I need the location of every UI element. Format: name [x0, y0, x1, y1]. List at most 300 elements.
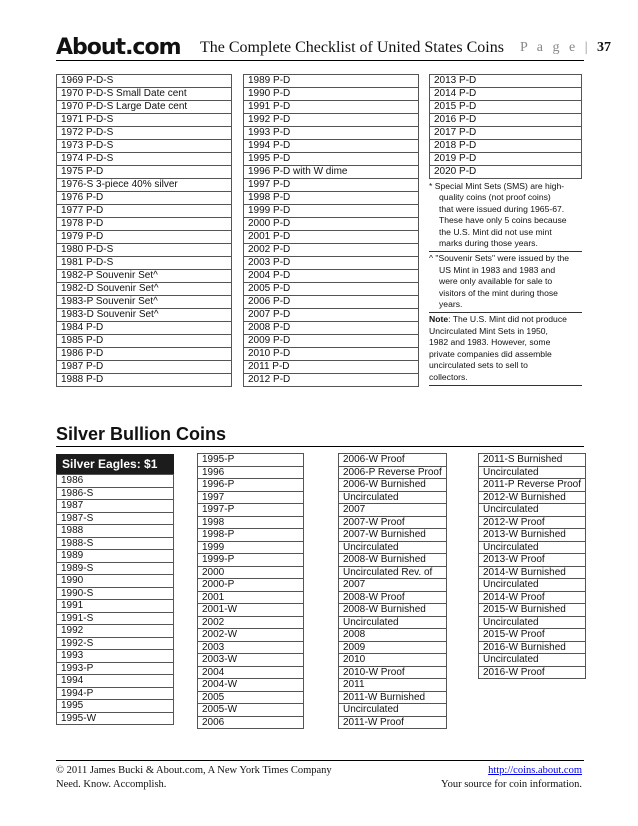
- table-row: [479, 666, 586, 679]
- table-row: [198, 554, 304, 567]
- table-row: [57, 550, 174, 563]
- table-cell: Uncirculated: [479, 466, 586, 479]
- footer-left: [56, 764, 332, 792]
- table-cell: 2005-W: [198, 704, 304, 717]
- table-row: [430, 88, 582, 101]
- table-row: [339, 629, 447, 642]
- header-rule: [56, 60, 584, 61]
- table-row: [430, 140, 582, 153]
- table-row: [244, 348, 419, 361]
- note-text-line: that were issued during 1965-67.: [439, 203, 565, 214]
- table-row: [244, 127, 419, 140]
- table-row: [244, 88, 419, 101]
- table-row: [57, 75, 232, 88]
- table-row: [339, 591, 447, 604]
- table-row: [198, 566, 304, 579]
- table-cell: 2012 P-D: [244, 374, 419, 387]
- table-row: [244, 296, 419, 309]
- table-row: [57, 525, 174, 538]
- table-row: [198, 629, 304, 642]
- table-cell: 2008 P-D: [244, 322, 419, 335]
- table-cell: 2008-W Burnished: [339, 604, 447, 617]
- table-row: [57, 650, 174, 663]
- note-body: [429, 326, 582, 383]
- table-cell: Uncirculated: [339, 616, 447, 629]
- table-cell: 1997: [198, 491, 304, 504]
- note-text-line: were only available for sale to: [439, 276, 553, 287]
- table-cell: 1997-P: [198, 504, 304, 517]
- table-row: [339, 704, 447, 717]
- table-cell: 2007: [339, 579, 447, 592]
- table-row: [339, 691, 447, 704]
- note-text-line: US Mint in 1983 and 1983 and: [439, 264, 556, 275]
- table-cell: Uncirculated: [479, 654, 586, 667]
- section-title: Silver Bullion Coins: [56, 424, 227, 444]
- table-cell: 1976 P-D: [57, 192, 232, 205]
- table-cell: 1991: [57, 600, 174, 613]
- sms-note: [429, 180, 582, 252]
- sms-note-line: * Special Mint Sets (SMS) are high-: [429, 181, 565, 191]
- table-cell: 2004-W: [198, 679, 304, 692]
- table-cell: 1998: [198, 516, 304, 529]
- table-cell: 1991-S: [57, 612, 174, 625]
- table-row: [339, 554, 447, 567]
- table-cell: 1995: [57, 700, 174, 713]
- table-row: [57, 637, 174, 650]
- table-row: [57, 335, 232, 348]
- table-cell: 2006-P Reverse Proof: [339, 466, 447, 479]
- table-row: [244, 270, 419, 283]
- table-cell: 1993: [57, 650, 174, 663]
- table-row: [198, 579, 304, 592]
- section-rule: [56, 446, 584, 447]
- eagles-table-4: [478, 453, 586, 679]
- table-cell: 2014-W Burnished: [479, 566, 586, 579]
- table-cell: 1995-W: [57, 712, 174, 725]
- note-text-line: the U.S. Mint did not use mint: [439, 226, 552, 237]
- table-cell: 1997 P-D: [244, 179, 419, 192]
- table-cell: 1987 P-D: [57, 361, 232, 374]
- table-row: [479, 466, 586, 479]
- table-cell: 2008-W Burnished: [339, 554, 447, 567]
- table-row: [198, 591, 304, 604]
- table-row: [479, 504, 586, 517]
- table-row: [57, 575, 174, 588]
- table-cell: 2011-W Proof: [339, 716, 447, 729]
- table-cell: 1985 P-D: [57, 335, 232, 348]
- table-row: [479, 516, 586, 529]
- table-cell: 2009 P-D: [244, 335, 419, 348]
- table-cell: 2011: [339, 679, 447, 692]
- table-row: [198, 704, 304, 717]
- table-cell: 2010: [339, 654, 447, 667]
- eagles-table-1: [56, 474, 174, 725]
- notes-box: [429, 180, 582, 386]
- table-row: [339, 566, 447, 579]
- table-row: [198, 654, 304, 667]
- table-row: [339, 454, 447, 467]
- table-cell: Uncirculated: [479, 541, 586, 554]
- copyright-text: © 2011 James Bucki & About.com, A New York Times Company: [56, 765, 332, 776]
- table-row: [430, 153, 582, 166]
- table-row: [198, 641, 304, 654]
- table-row: [479, 604, 586, 617]
- table-cell: 2012-W Burnished: [479, 491, 586, 504]
- table-cell: 1980 P-D-S: [57, 244, 232, 257]
- checklist-table-2013-2020: [429, 74, 582, 179]
- table-row: [430, 166, 582, 179]
- table-cell: Uncirculated: [339, 541, 447, 554]
- table-row: [57, 361, 232, 374]
- table-cell: 1989 P-D: [244, 75, 419, 88]
- table-row: [479, 629, 586, 642]
- table-cell: 1986: [57, 475, 174, 488]
- table-row: [198, 516, 304, 529]
- note-text-line: Uncirculated Mint Sets in 1950,: [429, 325, 548, 336]
- table-row: [244, 283, 419, 296]
- table-row: [339, 716, 447, 729]
- source-text: Your source for coin information.: [441, 779, 582, 790]
- table-row: [57, 675, 174, 688]
- table-cell: 1999-P: [198, 554, 304, 567]
- note-text-line: private companies did assemble: [429, 348, 552, 359]
- table-cell: 2011-W Burnished: [339, 691, 447, 704]
- table-row: [198, 529, 304, 542]
- table-row: [57, 309, 232, 322]
- table-cell: 1996-P: [198, 479, 304, 492]
- table-cell: 2003: [198, 641, 304, 654]
- table-cell: 1975 P-D: [57, 166, 232, 179]
- table-row: [198, 479, 304, 492]
- table-row: [244, 192, 419, 205]
- table-row: [57, 500, 174, 513]
- table-row: [198, 666, 304, 679]
- table-row: [244, 335, 419, 348]
- table-cell: 2020 P-D: [430, 166, 582, 179]
- table-cell: 1988 P-D: [57, 374, 232, 387]
- table-cell: 1972 P-D-S: [57, 127, 232, 140]
- table-cell: 2016 P-D: [430, 114, 582, 127]
- table-row: [198, 466, 304, 479]
- table-row: [244, 140, 419, 153]
- table-cell: 2011 P-D: [244, 361, 419, 374]
- table-row: [57, 374, 232, 387]
- table-row: [57, 600, 174, 613]
- table-cell: 2004: [198, 666, 304, 679]
- table-cell: 2013-W Burnished: [479, 529, 586, 542]
- table-cell: 2007 P-D: [244, 309, 419, 322]
- table-row: [479, 479, 586, 492]
- table-cell: 2002-W: [198, 629, 304, 642]
- table-row: [57, 114, 232, 127]
- table-row: [57, 348, 232, 361]
- tagline-text: Need. Know. Accomplish.: [56, 779, 167, 790]
- table-row: [339, 504, 447, 517]
- table-cell: 1990: [57, 575, 174, 588]
- sms-note-body: [429, 192, 582, 249]
- footer-rule: [56, 760, 584, 761]
- table-row: [244, 153, 419, 166]
- table-row: [57, 487, 174, 500]
- table-cell: 1998-P: [198, 529, 304, 542]
- table-row: [339, 579, 447, 592]
- table-row: [339, 466, 447, 479]
- table-cell: 2007-W Proof: [339, 516, 447, 529]
- table-cell: 1993-P: [57, 662, 174, 675]
- table-cell: 2005 P-D: [244, 283, 419, 296]
- table-row: [57, 283, 232, 296]
- table-row: [244, 257, 419, 270]
- table-cell: 1992-S: [57, 637, 174, 650]
- table-cell: 2003-W: [198, 654, 304, 667]
- table-row: [479, 529, 586, 542]
- table-cell: Uncirculated: [479, 616, 586, 629]
- table-cell: 1969 P-D-S: [57, 75, 232, 88]
- about-logo: About.com: [56, 35, 181, 60]
- table-cell: 1987: [57, 500, 174, 513]
- table-row: [57, 625, 174, 638]
- table-cell: 1974 P-D-S: [57, 153, 232, 166]
- table-row: [479, 591, 586, 604]
- table-cell: 2019 P-D: [430, 153, 582, 166]
- note-text-line: These have only 5 coins because: [439, 215, 567, 226]
- table-cell: 1992: [57, 625, 174, 638]
- table-cell: 1996 P-D with W dime: [244, 166, 419, 179]
- souvenir-note: [429, 252, 582, 313]
- table-row: [244, 179, 419, 192]
- page-label: P a g e: [520, 40, 579, 55]
- eagles-table-3: [338, 453, 447, 729]
- table-row: [57, 562, 174, 575]
- table-cell: 2003 P-D: [244, 257, 419, 270]
- table-cell: 1989: [57, 550, 174, 563]
- souvenir-note-line: ^ "Souvenir Sets" were issued by the: [429, 253, 570, 264]
- table-cell: 1989-S: [57, 562, 174, 575]
- table-row: [57, 612, 174, 625]
- table-cell: 2007: [339, 504, 447, 517]
- table-row: [479, 454, 586, 467]
- table-row: [430, 101, 582, 114]
- table-row: [479, 541, 586, 554]
- table-cell: 1996: [198, 466, 304, 479]
- table-row: [57, 322, 232, 335]
- note-text-line: years.: [439, 299, 463, 310]
- table-row: [244, 361, 419, 374]
- table-row: [198, 616, 304, 629]
- table-cell: 1970 P-D-S Large Date cent: [57, 101, 232, 114]
- table-row: [339, 679, 447, 692]
- table-cell: Uncirculated: [339, 491, 447, 504]
- table-cell: 1979 P-D: [57, 231, 232, 244]
- table-row: [339, 479, 447, 492]
- table-row: [57, 205, 232, 218]
- table-cell: 1991 P-D: [244, 101, 419, 114]
- table-cell: 1995-P: [198, 454, 304, 467]
- table-row: [339, 654, 447, 667]
- table-cell: 1982-P Souvenir Set^: [57, 270, 232, 283]
- table-cell: 2015 P-D: [430, 101, 582, 114]
- table-cell: 2012-W Proof: [479, 516, 586, 529]
- table-cell: 1993 P-D: [244, 127, 419, 140]
- table-cell: 1992 P-D: [244, 114, 419, 127]
- table-row: [57, 244, 232, 257]
- table-row: [479, 641, 586, 654]
- table-row: [57, 700, 174, 713]
- table-cell: 2006: [198, 716, 304, 729]
- table-cell: 2006-W Burnished: [339, 479, 447, 492]
- table-cell: 2009: [339, 641, 447, 654]
- table-cell: 1994 P-D: [244, 140, 419, 153]
- table-row: [244, 309, 419, 322]
- table-row: [57, 257, 232, 270]
- table-cell: 2017 P-D: [430, 127, 582, 140]
- table-cell: 2008-W Proof: [339, 591, 447, 604]
- table-row: [198, 504, 304, 517]
- table-row: [198, 491, 304, 504]
- table-cell: 2006-W Proof: [339, 454, 447, 467]
- table-cell: 1987-S: [57, 512, 174, 525]
- table-cell: 2010 P-D: [244, 348, 419, 361]
- note-text-line: visitors of the mint during those: [439, 287, 558, 298]
- table-cell: 2002 P-D: [244, 244, 419, 257]
- table-cell: 2013-W Proof: [479, 554, 586, 567]
- table-cell: 1982-D Souvenir Set^: [57, 283, 232, 296]
- table-cell: 1998 P-D: [244, 192, 419, 205]
- table-row: [430, 127, 582, 140]
- mint-set-note: [429, 313, 582, 385]
- table-row: [57, 687, 174, 700]
- table-row: [244, 205, 419, 218]
- table-row: [198, 541, 304, 554]
- table-cell: 2001-W: [198, 604, 304, 617]
- table-row: [198, 454, 304, 467]
- table-row: [244, 101, 419, 114]
- note-text-line: uncirculated sets to sell to: [429, 360, 528, 371]
- table-row: [57, 537, 174, 550]
- table-row: [57, 512, 174, 525]
- table-row: [479, 491, 586, 504]
- table-cell: 1971 P-D-S: [57, 114, 232, 127]
- table-row: [339, 491, 447, 504]
- eagles-table-2: [197, 453, 304, 729]
- table-cell: 1995 P-D: [244, 153, 419, 166]
- table-cell: 2013 P-D: [430, 75, 582, 88]
- table-row: [198, 604, 304, 617]
- note-text-line: quality coins (not proof coins): [439, 192, 551, 203]
- table-cell: 1981 P-D-S: [57, 257, 232, 270]
- table-cell: 2000 P-D: [244, 218, 419, 231]
- table-cell: 2007-W Burnished: [339, 529, 447, 542]
- table-cell: 2000-P: [198, 579, 304, 592]
- table-cell: 2016-W Proof: [479, 666, 586, 679]
- table-row: [57, 88, 232, 101]
- table-cell: 1999 P-D: [244, 205, 419, 218]
- table-cell: 1990-S: [57, 587, 174, 600]
- table-cell: 2001 P-D: [244, 231, 419, 244]
- note-text-line: collectors.: [429, 371, 468, 382]
- page-number: 37: [597, 40, 612, 55]
- checklist-table-1989-2012: [243, 74, 419, 387]
- table-cell: 1994: [57, 675, 174, 688]
- table-cell: 1977 P-D: [57, 205, 232, 218]
- table-row: [339, 541, 447, 554]
- table-cell: 1983-D Souvenir Set^: [57, 309, 232, 322]
- table-cell: 1983-P Souvenir Set^: [57, 296, 232, 309]
- table-cell: 2015-W Burnished: [479, 604, 586, 617]
- table-row: [57, 140, 232, 153]
- table-cell: 2016-W Burnished: [479, 641, 586, 654]
- table-row: [244, 75, 419, 88]
- table-row: [57, 475, 174, 488]
- table-row: [479, 566, 586, 579]
- note-text-line: 1982 and 1983. However, some: [429, 337, 551, 348]
- table-cell: 2001: [198, 591, 304, 604]
- table-row: [57, 218, 232, 231]
- table-cell: 1988: [57, 525, 174, 538]
- table-row: [430, 75, 582, 88]
- table-cell: 2006 P-D: [244, 296, 419, 309]
- table-row: [57, 192, 232, 205]
- table-row: [339, 529, 447, 542]
- table-row: [244, 322, 419, 335]
- table-cell: 2008: [339, 629, 447, 642]
- table-row: [339, 616, 447, 629]
- note-label: Note: [429, 314, 449, 325]
- table-row: [57, 166, 232, 179]
- table-cell: 2011-S Burnished: [479, 454, 586, 467]
- table-row: [479, 654, 586, 667]
- table-row: [339, 604, 447, 617]
- footer-right: [441, 764, 582, 792]
- table-row: [57, 179, 232, 192]
- table-row: [57, 270, 232, 283]
- table-cell: 2005: [198, 691, 304, 704]
- table-row: [339, 641, 447, 654]
- table-row: [430, 114, 582, 127]
- table-row: [479, 579, 586, 592]
- table-row: [339, 666, 447, 679]
- table-cell: 1986-S: [57, 487, 174, 500]
- table-row: [244, 166, 419, 179]
- table-cell: 2004 P-D: [244, 270, 419, 283]
- document-title: The Complete Checklist of United States Coins: [200, 39, 504, 56]
- table-cell: 1988-S: [57, 537, 174, 550]
- table-cell: 1976-S 3-piece 40% silver: [57, 179, 232, 192]
- table-cell: 2002: [198, 616, 304, 629]
- checklist-table-1969-1988: [56, 74, 232, 387]
- table-row: [198, 716, 304, 729]
- table-cell: 2014 P-D: [430, 88, 582, 101]
- table-row: [339, 516, 447, 529]
- table-cell: 1970 P-D-S Small Date cent: [57, 88, 232, 101]
- table-cell: 1984 P-D: [57, 322, 232, 335]
- table-cell: 1990 P-D: [244, 88, 419, 101]
- site-link[interactable]: http://coins.about.com: [488, 765, 582, 776]
- table-row: [57, 296, 232, 309]
- table-row: [198, 679, 304, 692]
- table-cell: Uncirculated: [339, 704, 447, 717]
- souvenir-note-body: [429, 265, 582, 311]
- table-row: [57, 231, 232, 244]
- table-row: [244, 374, 419, 387]
- table-row: [57, 153, 232, 166]
- table-cell: 1986 P-D: [57, 348, 232, 361]
- table-row: [57, 587, 174, 600]
- table-cell: Uncirculated: [479, 579, 586, 592]
- table-row: [57, 101, 232, 114]
- table-row: [244, 244, 419, 257]
- table-cell: 2015-W Proof: [479, 629, 586, 642]
